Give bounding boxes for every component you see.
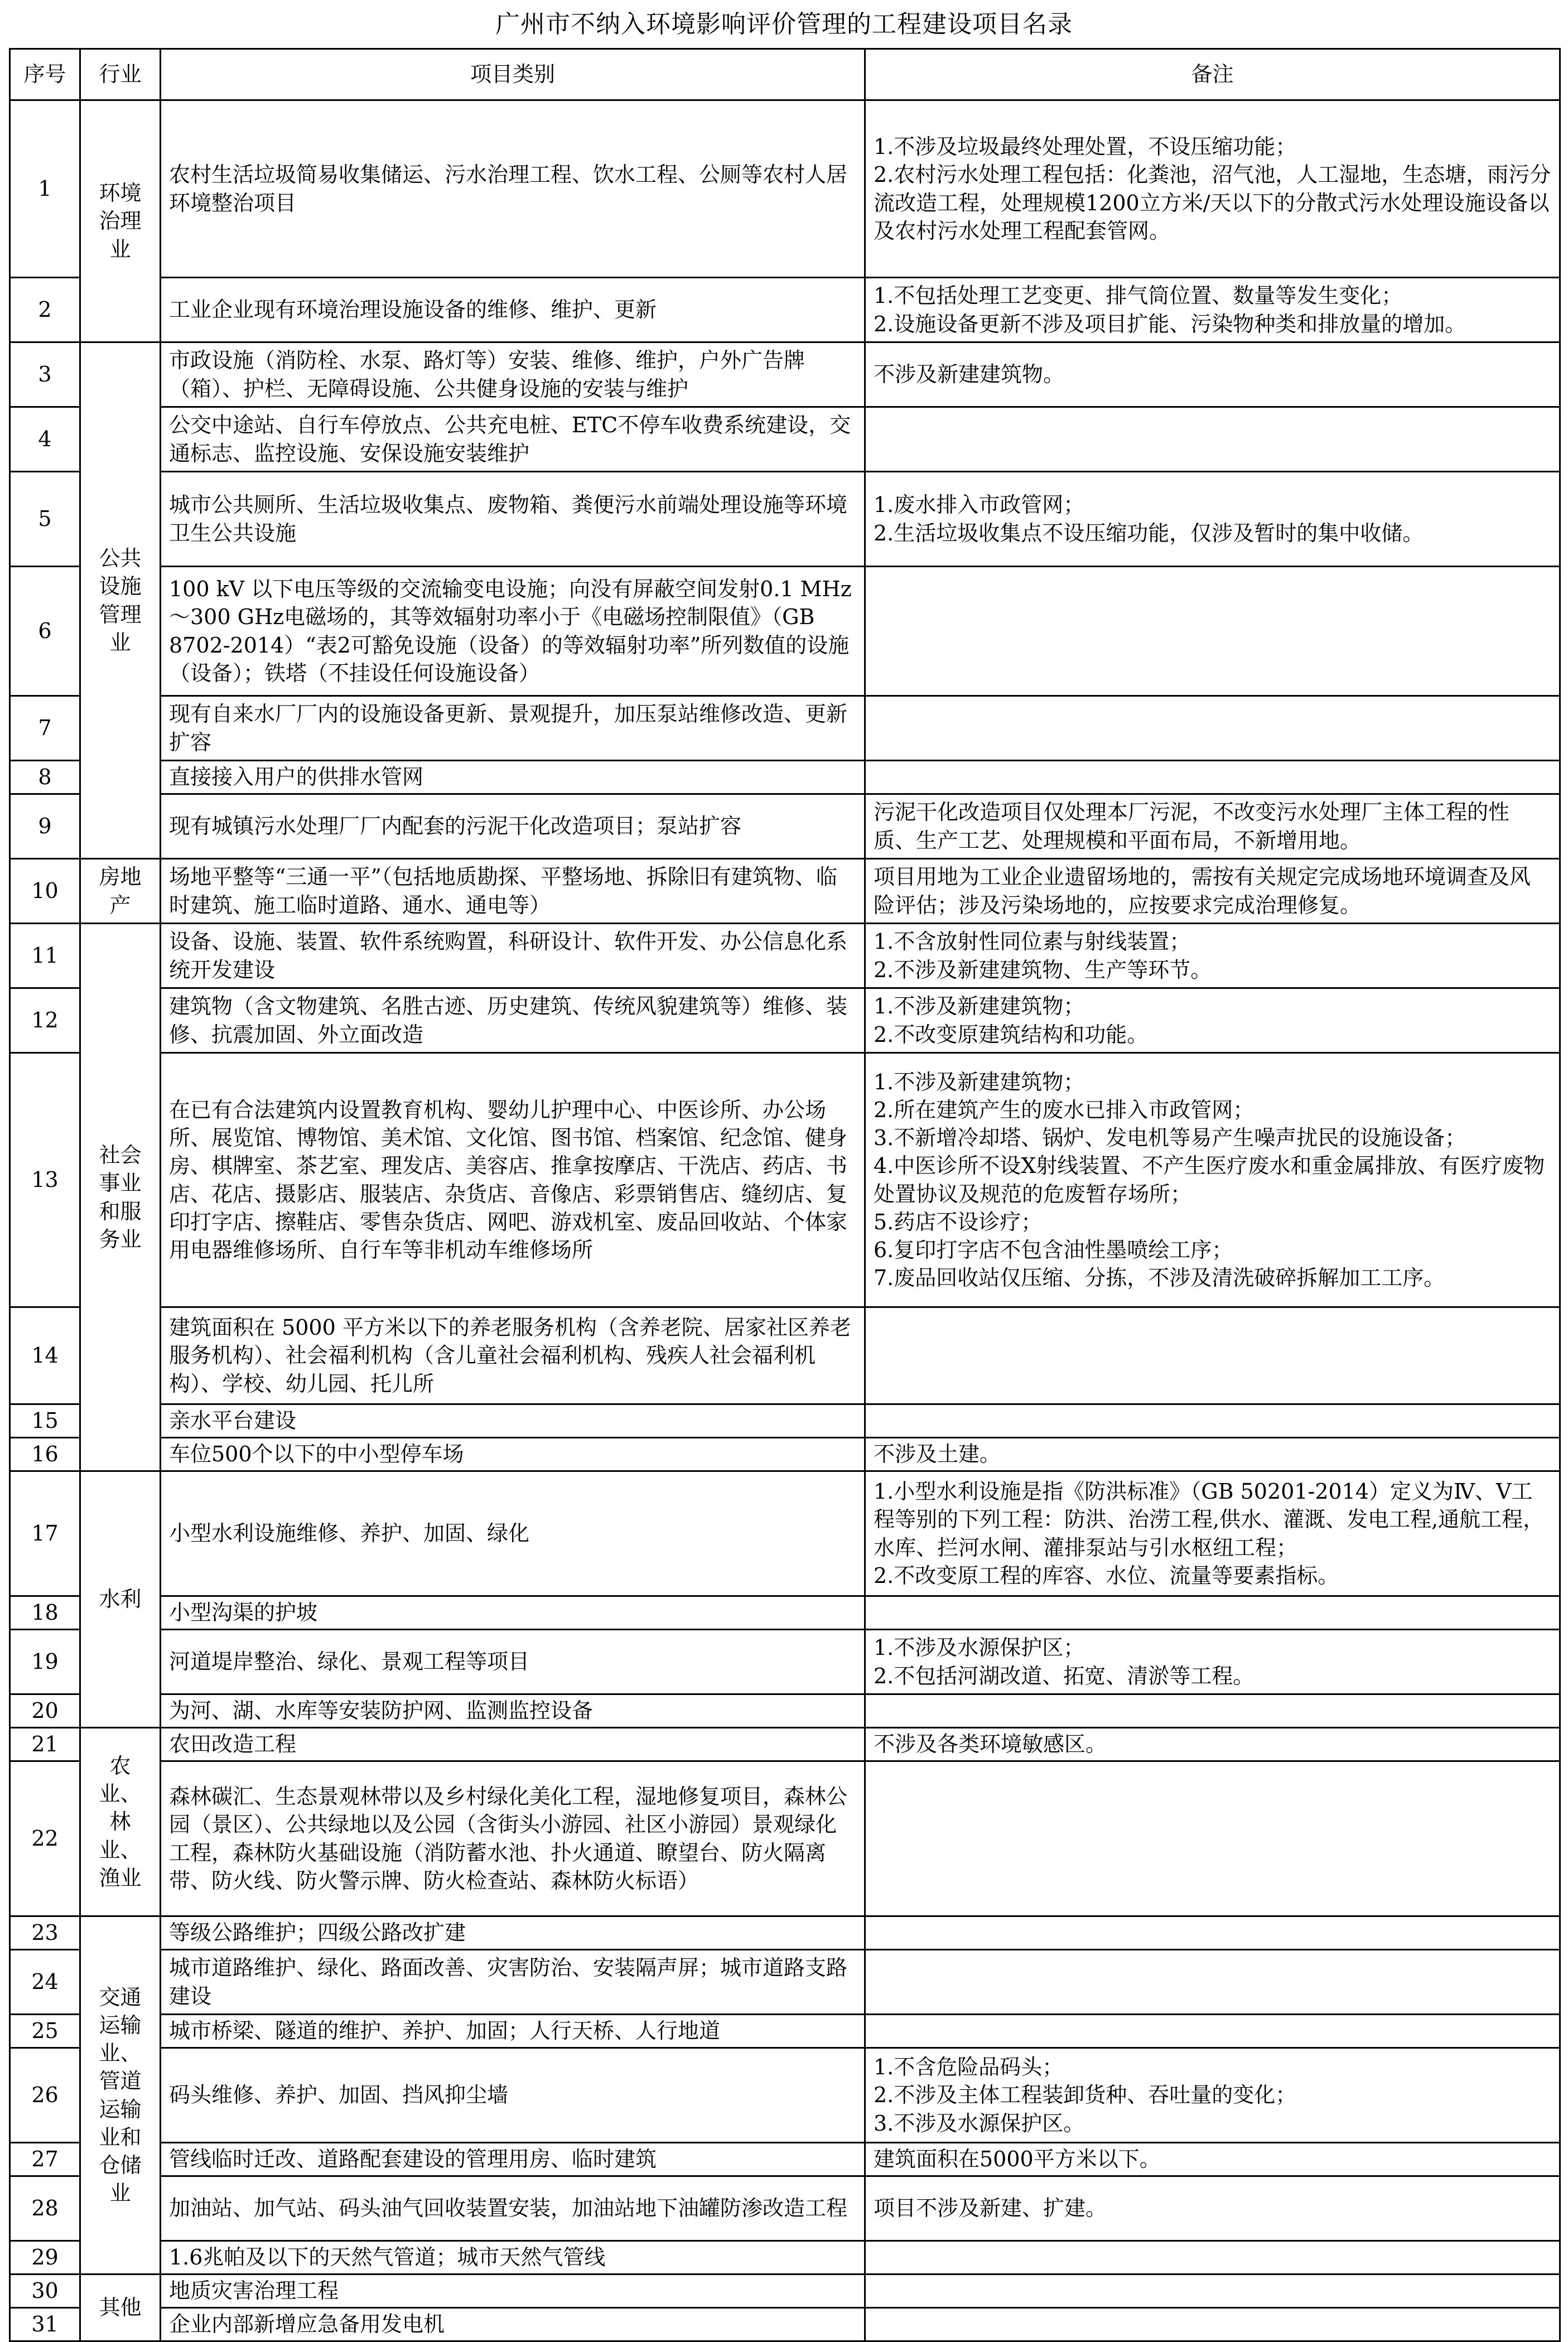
project-note xyxy=(865,1916,1560,1950)
industry-label-line: 业、 xyxy=(99,1781,142,1807)
note-line: 1.不涉及垃圾最终处理处置，不设压缩功能； xyxy=(874,134,1297,160)
note-line: 1.不涉及水源保护区； xyxy=(874,1635,1085,1660)
note-line: 1.不包括处理工艺变更、排气筒位置、数量等发生变化； xyxy=(874,283,1403,308)
project-note xyxy=(865,2176,1560,2241)
row-number: 13 xyxy=(10,1053,80,1307)
table-row xyxy=(10,1694,1560,1728)
table-row xyxy=(10,1630,1560,1694)
industry-cell xyxy=(80,100,161,342)
row-number: 25 xyxy=(10,2015,80,2048)
project-type: 设备、设施、装置、软件系统购置，科研设计、软件开发、办公信息化系统开发建设 xyxy=(161,924,865,988)
project-note xyxy=(865,1596,1560,1630)
project-note xyxy=(865,1307,1560,1404)
table-row xyxy=(10,567,1560,696)
table-row xyxy=(10,1728,1560,1761)
industry-label-line: 仓储 xyxy=(99,2152,142,2177)
industry-label-line: 和服 xyxy=(99,1199,142,1224)
table-row xyxy=(10,1471,1560,1596)
note-line: 5.药店不设诊疗； xyxy=(874,1209,1043,1234)
note-line: 1.小型水利设施是指《防洪标准》（GB 50201-2014）定义为Ⅳ、Ⅴ工程等别的下列工程：防洪、治涝工程,供水、灌溉、发电工程,通航工程，水库、拦河水闸、灌排泵站与引水枢纽工程； xyxy=(874,1479,1545,1560)
table-row xyxy=(10,278,1560,342)
note-line: 2.农村污水处理工程包括：化粪池，沼气池，人工湿地，生态塘，雨污分流改造工程，处理规模1200立方米/天以下的分散式污水处理设施设备以及农村污水处理工程配套管网。 xyxy=(874,162,1551,243)
note-line: 4.中医诊所不设X射线装置、不产生医疗废水和重金属排放、有医疗废物处置协议及规范的危废暂存场所； xyxy=(874,1153,1545,1206)
industry-cell xyxy=(80,859,161,924)
industry-cell xyxy=(80,924,161,1471)
industry-label-line: 业和 xyxy=(99,2124,142,2150)
project-note xyxy=(865,2143,1560,2176)
industry-label-line: 务业 xyxy=(99,1226,142,1252)
table-row xyxy=(10,859,1560,924)
project-type: 农村生活垃圾简易收集储运、污水治理工程、饮水工程、公厕等农村人居环境整治项目 xyxy=(161,100,865,278)
row-number: 1 xyxy=(10,100,80,278)
project-note xyxy=(865,100,1560,278)
industry-label-line: 林 xyxy=(109,1809,131,1834)
project-note xyxy=(865,1053,1560,1307)
table-row xyxy=(10,696,1560,761)
industry-cell xyxy=(80,1728,161,1916)
table-row xyxy=(10,407,1560,472)
project-type: 车位500个以下的中小型停车场 xyxy=(161,1438,865,1471)
table-row xyxy=(10,2308,1560,2341)
note-line: 1.不涉及新建建筑物； xyxy=(874,994,1085,1019)
row-number: 3 xyxy=(10,342,80,407)
industry-label-line: 治理 xyxy=(99,209,142,234)
row-number: 21 xyxy=(10,1728,80,1761)
industry-label-line: 交通 xyxy=(99,1984,142,2010)
note-line: 不涉及土建。 xyxy=(874,1442,1001,1467)
table-row xyxy=(10,1596,1560,1630)
project-note xyxy=(865,1404,1560,1438)
industry-label-line: 业 xyxy=(109,2180,131,2205)
row-number: 11 xyxy=(10,924,80,988)
row-number: 9 xyxy=(10,794,80,859)
industry-label-line: 运输 xyxy=(99,2013,142,2038)
project-list-table xyxy=(9,48,1561,2342)
note-line: 2.不包括河湖改道、拓宽、清淤等工程。 xyxy=(874,1663,1255,1688)
project-type: 现有城镇污水处理厂厂内配套的污泥干化改造项目；泵站扩容 xyxy=(161,794,865,859)
row-number: 16 xyxy=(10,1438,80,1471)
project-note xyxy=(865,859,1560,924)
note-line: 项目不涉及新建、扩建。 xyxy=(874,2196,1107,2221)
row-number: 15 xyxy=(10,1404,80,1438)
industry-cell xyxy=(80,1916,161,2275)
industry-label-line: 管理 xyxy=(99,602,142,627)
row-number: 10 xyxy=(10,859,80,924)
industry-cell xyxy=(80,342,161,859)
project-type: 城市桥梁、隧道的维护、养护、加固；人行天桥、人行地道 xyxy=(161,2015,865,2048)
industry-label-line: 管道 xyxy=(99,2069,142,2094)
table-row xyxy=(10,2015,1560,2048)
table-row xyxy=(10,472,1560,567)
note-line: 2.不改变原工程的库容、水位、流量等要素指标。 xyxy=(874,1563,1339,1588)
note-line: 1.不涉及新建建筑物； xyxy=(874,1069,1085,1094)
note-line: 污泥干化改造项目仅处理本厂污泥，不改变污水处理厂主体工程的性质、生产工艺、处理规模和平面布局，不新增用地。 xyxy=(874,800,1510,853)
project-type: 场地平整等“三通一平”（包括地质勘探、平整场地、拆除旧有建筑物、临时建筑、施工临时道路、通水、通电等） xyxy=(161,859,865,924)
header-type: 项目类别 xyxy=(161,49,865,100)
row-number: 24 xyxy=(10,1950,80,2015)
industry-cell xyxy=(80,1471,161,1728)
document-title: 广州市不纳入环境影响评价管理的工程建设项目名录 xyxy=(495,10,1073,38)
note-line: 2.不改变原建筑结构和功能。 xyxy=(874,1022,1149,1047)
industry-label-line: 环境 xyxy=(99,181,142,206)
project-note xyxy=(865,472,1560,567)
project-type: 在已有合法建筑内设置教育机构、婴幼儿护理中心、中医诊所、办公场所、展览馆、博物馆、美术馆、文化馆、图书馆、档案馆、纪念馆、健身房、棋牌室、茶艺室、理发店、美容店、推拿按摩店、干洗店、药店、书店、花店、摄影店、服装店、杂货店、音像店、彩票销售店、缝纫店、复印打字店、擦鞋店、零售杂货店、网吧、游戏机室、废品回收站、个体家用电器维修场所、自行车等非机动车维修场所 xyxy=(161,1053,865,1307)
project-type: 地质灾害治理工程 xyxy=(161,2275,865,2308)
note-line: 建筑面积在5000平方米以下。 xyxy=(874,2147,1161,2172)
row-number: 30 xyxy=(10,2275,80,2308)
header-industry: 行业 xyxy=(80,49,161,100)
row-number: 29 xyxy=(10,2241,80,2275)
note-line: 1.不含危险品码头； xyxy=(874,2055,1064,2080)
industry-label-line: 社会 xyxy=(99,1143,142,1168)
project-type: 亲水平台建设 xyxy=(161,1404,865,1438)
table-row xyxy=(10,988,1560,1053)
table-row xyxy=(10,2176,1560,2241)
industry-label-line: 渔业 xyxy=(99,1865,142,1890)
row-number: 5 xyxy=(10,472,80,567)
table-row xyxy=(10,1404,1560,1438)
row-number: 31 xyxy=(10,2308,80,2341)
row-number: 17 xyxy=(10,1471,80,1596)
table-row xyxy=(10,1916,1560,1950)
row-number: 22 xyxy=(10,1761,80,1916)
industry-label-line: 设施 xyxy=(99,574,142,599)
project-type: 城市公共厕所、生活垃圾收集点、废物箱、粪便污水前端处理设施等环境卫生公共设施 xyxy=(161,472,865,567)
industry-label-line: 公共 xyxy=(99,546,142,571)
project-note xyxy=(865,1728,1560,1761)
project-type: 码头维修、养护、加固、挡风抑尘墙 xyxy=(161,2048,865,2143)
industry-label-line: 业 xyxy=(109,236,131,262)
project-type: 100 kV 以下电压等级的交流输变电设施；向没有屏蔽空间发射0.1 MHz～300 GHz电磁场的，其等效辐射功率小于《电磁场控制限值》（GB 8702-2014）“表2可豁免设施（设备）的等效辐射功率”所列数值的设施（设备）；铁塔（不挂设任何设施设备） xyxy=(161,567,865,696)
project-note xyxy=(865,2275,1560,2308)
table-row xyxy=(10,2143,1560,2176)
project-type: 市政设施（消防栓、水泵、路灯等）安装、维修、维护，户外广告牌（箱）、护栏、无障碍设施、公共健身设施的安装与维护 xyxy=(161,342,865,407)
table-row xyxy=(10,794,1560,859)
table-row xyxy=(10,1053,1560,1307)
row-number: 12 xyxy=(10,988,80,1053)
industry-label-line: 业、 xyxy=(99,1837,142,1862)
project-note xyxy=(865,278,1560,342)
project-type: 公交中途站、自行车停放点、公共充电桩、ETC不停车收费系统建设，交通标志、监控设施、安保设施安装维护 xyxy=(161,407,865,472)
project-type: 河道堤岸整治、绿化、景观工程等项目 xyxy=(161,1630,865,1694)
project-note xyxy=(865,988,1560,1053)
project-note xyxy=(865,696,1560,761)
row-number: 28 xyxy=(10,2176,80,2241)
header-idx: 序号 xyxy=(10,49,80,100)
note-line: 不涉及新建建筑物。 xyxy=(874,362,1065,387)
note-line: 2.不涉及新建建筑物、生产等环节。 xyxy=(874,957,1212,982)
project-type: 加油站、加气站、码头油气回收装置安装，加油站地下油罐防渗改造工程 xyxy=(161,2176,865,2241)
table-header-row xyxy=(10,49,1560,100)
project-note xyxy=(865,342,1560,407)
table-row xyxy=(10,342,1560,407)
header-note: 备注 xyxy=(865,49,1560,100)
row-number: 4 xyxy=(10,407,80,472)
note-line: 2.所在建筑产生的废水已排入市政管网； xyxy=(874,1098,1255,1123)
project-type: 农田改造工程 xyxy=(161,1728,865,1761)
project-type: 小型沟渠的护坡 xyxy=(161,1596,865,1630)
table-row xyxy=(10,1438,1560,1471)
project-note xyxy=(865,2308,1560,2341)
table-row xyxy=(10,761,1560,794)
project-type: 等级公路维护；四级公路改扩建 xyxy=(161,1916,865,1950)
industry-label-line: 农 xyxy=(109,1754,131,1779)
project-type: 管线临时迁改、道路配套建设的管理用房、临时建筑 xyxy=(161,2143,865,2176)
note-line: 3.不新增冷却塔、锅炉、发电机等易产生噪声扰民的设施设备； xyxy=(874,1126,1466,1151)
row-number: 23 xyxy=(10,1916,80,1950)
table-row xyxy=(10,1761,1560,1916)
project-type: 森林碳汇、生态景观林带以及乡村绿化美化工程，湿地修复项目，森林公园（景区）、公共绿地以及公园（含街头小游园、社区小游园）景观绿化工程，森林防火基础设施（消防蓄水池、扑火通道、瞭望台、防火隔离带、防火线、防火警示牌、防火检查站、森林防火标语） xyxy=(161,1761,865,1916)
note-line: 3.不涉及水源保护区。 xyxy=(874,2111,1085,2136)
project-type: 城市道路维护、绿化、路面改善、灾害防治、安装隔声屏；城市道路支路建设 xyxy=(161,1950,865,2015)
note-line: 项目用地为工业企业遗留场地的，需按有关规定完成场地环境调查及风险评估；涉及污染场地的，应按要求完成治理修复。 xyxy=(874,865,1531,918)
project-note xyxy=(865,1761,1560,1916)
industry-label-line: 运输 xyxy=(99,2097,142,2122)
table-row xyxy=(10,1307,1560,1404)
project-note xyxy=(865,567,1560,696)
row-number: 6 xyxy=(10,567,80,696)
project-note xyxy=(865,761,1560,794)
row-number: 8 xyxy=(10,761,80,794)
project-type: 建筑物（含文物建筑、名胜古迹、历史建筑、传统风貌建筑等）维修、装修、抗震加固、外立面改造 xyxy=(161,988,865,1053)
table-row xyxy=(10,2048,1560,2143)
project-note xyxy=(865,2048,1560,2143)
note-line: 不涉及各类环境敏感区。 xyxy=(874,1732,1107,1757)
project-note xyxy=(865,1630,1560,1694)
row-number: 20 xyxy=(10,1694,80,1728)
industry-label-line: 业 xyxy=(109,630,131,655)
project-type: 企业内部新增应急备用发电机 xyxy=(161,2308,865,2341)
industry-label-line: 房地 xyxy=(99,865,142,890)
table-row xyxy=(10,2241,1560,2275)
note-line: 2.生活垃圾收集点不设压缩功能，仅涉及暂时的集中收储。 xyxy=(874,520,1424,545)
project-note xyxy=(865,924,1560,988)
note-line: 2.不涉及主体工程装卸货种、吞吐量的变化； xyxy=(874,2083,1297,2108)
project-note xyxy=(865,407,1560,472)
industry-label-line: 产 xyxy=(109,892,131,918)
industry-label-line: 事业 xyxy=(99,1171,142,1196)
row-number: 7 xyxy=(10,696,80,761)
project-note xyxy=(865,794,1560,859)
industry-cell xyxy=(80,2275,161,2341)
project-type: 建筑面积在 5000 平方米以下的养老服务机构（含养老院、居家社区养老服务机构）、社会福利机构（含儿童社会福利机构、残疾人社会福利机构）、学校、幼儿园、托儿所 xyxy=(161,1307,865,1404)
note-line: 6.复印打字店不包含油性墨喷绘工序； xyxy=(874,1237,1233,1262)
row-number: 18 xyxy=(10,1596,80,1630)
project-type: 工业企业现有环境治理设施设备的维修、维护、更新 xyxy=(161,278,865,342)
table-row xyxy=(10,924,1560,988)
table-row xyxy=(10,1950,1560,2015)
row-number: 19 xyxy=(10,1630,80,1694)
project-note xyxy=(865,2015,1560,2048)
industry-label-line: 其他 xyxy=(99,2295,142,2320)
project-type: 为河、湖、水库等安装防护网、监测监控设备 xyxy=(161,1694,865,1728)
project-type: 小型水利设施维修、养护、加固、绿化 xyxy=(161,1471,865,1596)
industry-label-line: 业、 xyxy=(99,2041,142,2066)
row-number: 14 xyxy=(10,1307,80,1404)
note-line: 7.废品回收站仅压缩、分拣，不涉及清洗破碎拆解加工工序。 xyxy=(874,1265,1445,1290)
note-line: 1.废水排入市政管网； xyxy=(874,492,1085,518)
project-note xyxy=(865,1950,1560,2015)
row-number: 27 xyxy=(10,2143,80,2176)
row-number: 26 xyxy=(10,2048,80,2143)
project-type: 直接接入用户的供排水管网 xyxy=(161,761,865,794)
project-note xyxy=(865,1694,1560,1728)
project-note xyxy=(865,2241,1560,2275)
industry-label-line: 水利 xyxy=(99,1587,142,1612)
table-row xyxy=(10,100,1560,278)
note-line: 1.不含放射性同位素与射线装置； xyxy=(874,929,1191,954)
table-row xyxy=(10,2275,1560,2308)
project-type: 现有自来水厂厂内的设施设备更新、景观提升，加压泵站维修改造、更新扩容 xyxy=(161,696,865,761)
project-type: 1.6兆帕及以下的天然气管道；城市天然气管线 xyxy=(161,2241,865,2275)
note-line: 2.设施设备更新不涉及项目扩能、污染物种类和排放量的增加。 xyxy=(874,311,1466,336)
project-note xyxy=(865,1438,1560,1471)
project-note xyxy=(865,1471,1560,1596)
row-number: 2 xyxy=(10,278,80,342)
